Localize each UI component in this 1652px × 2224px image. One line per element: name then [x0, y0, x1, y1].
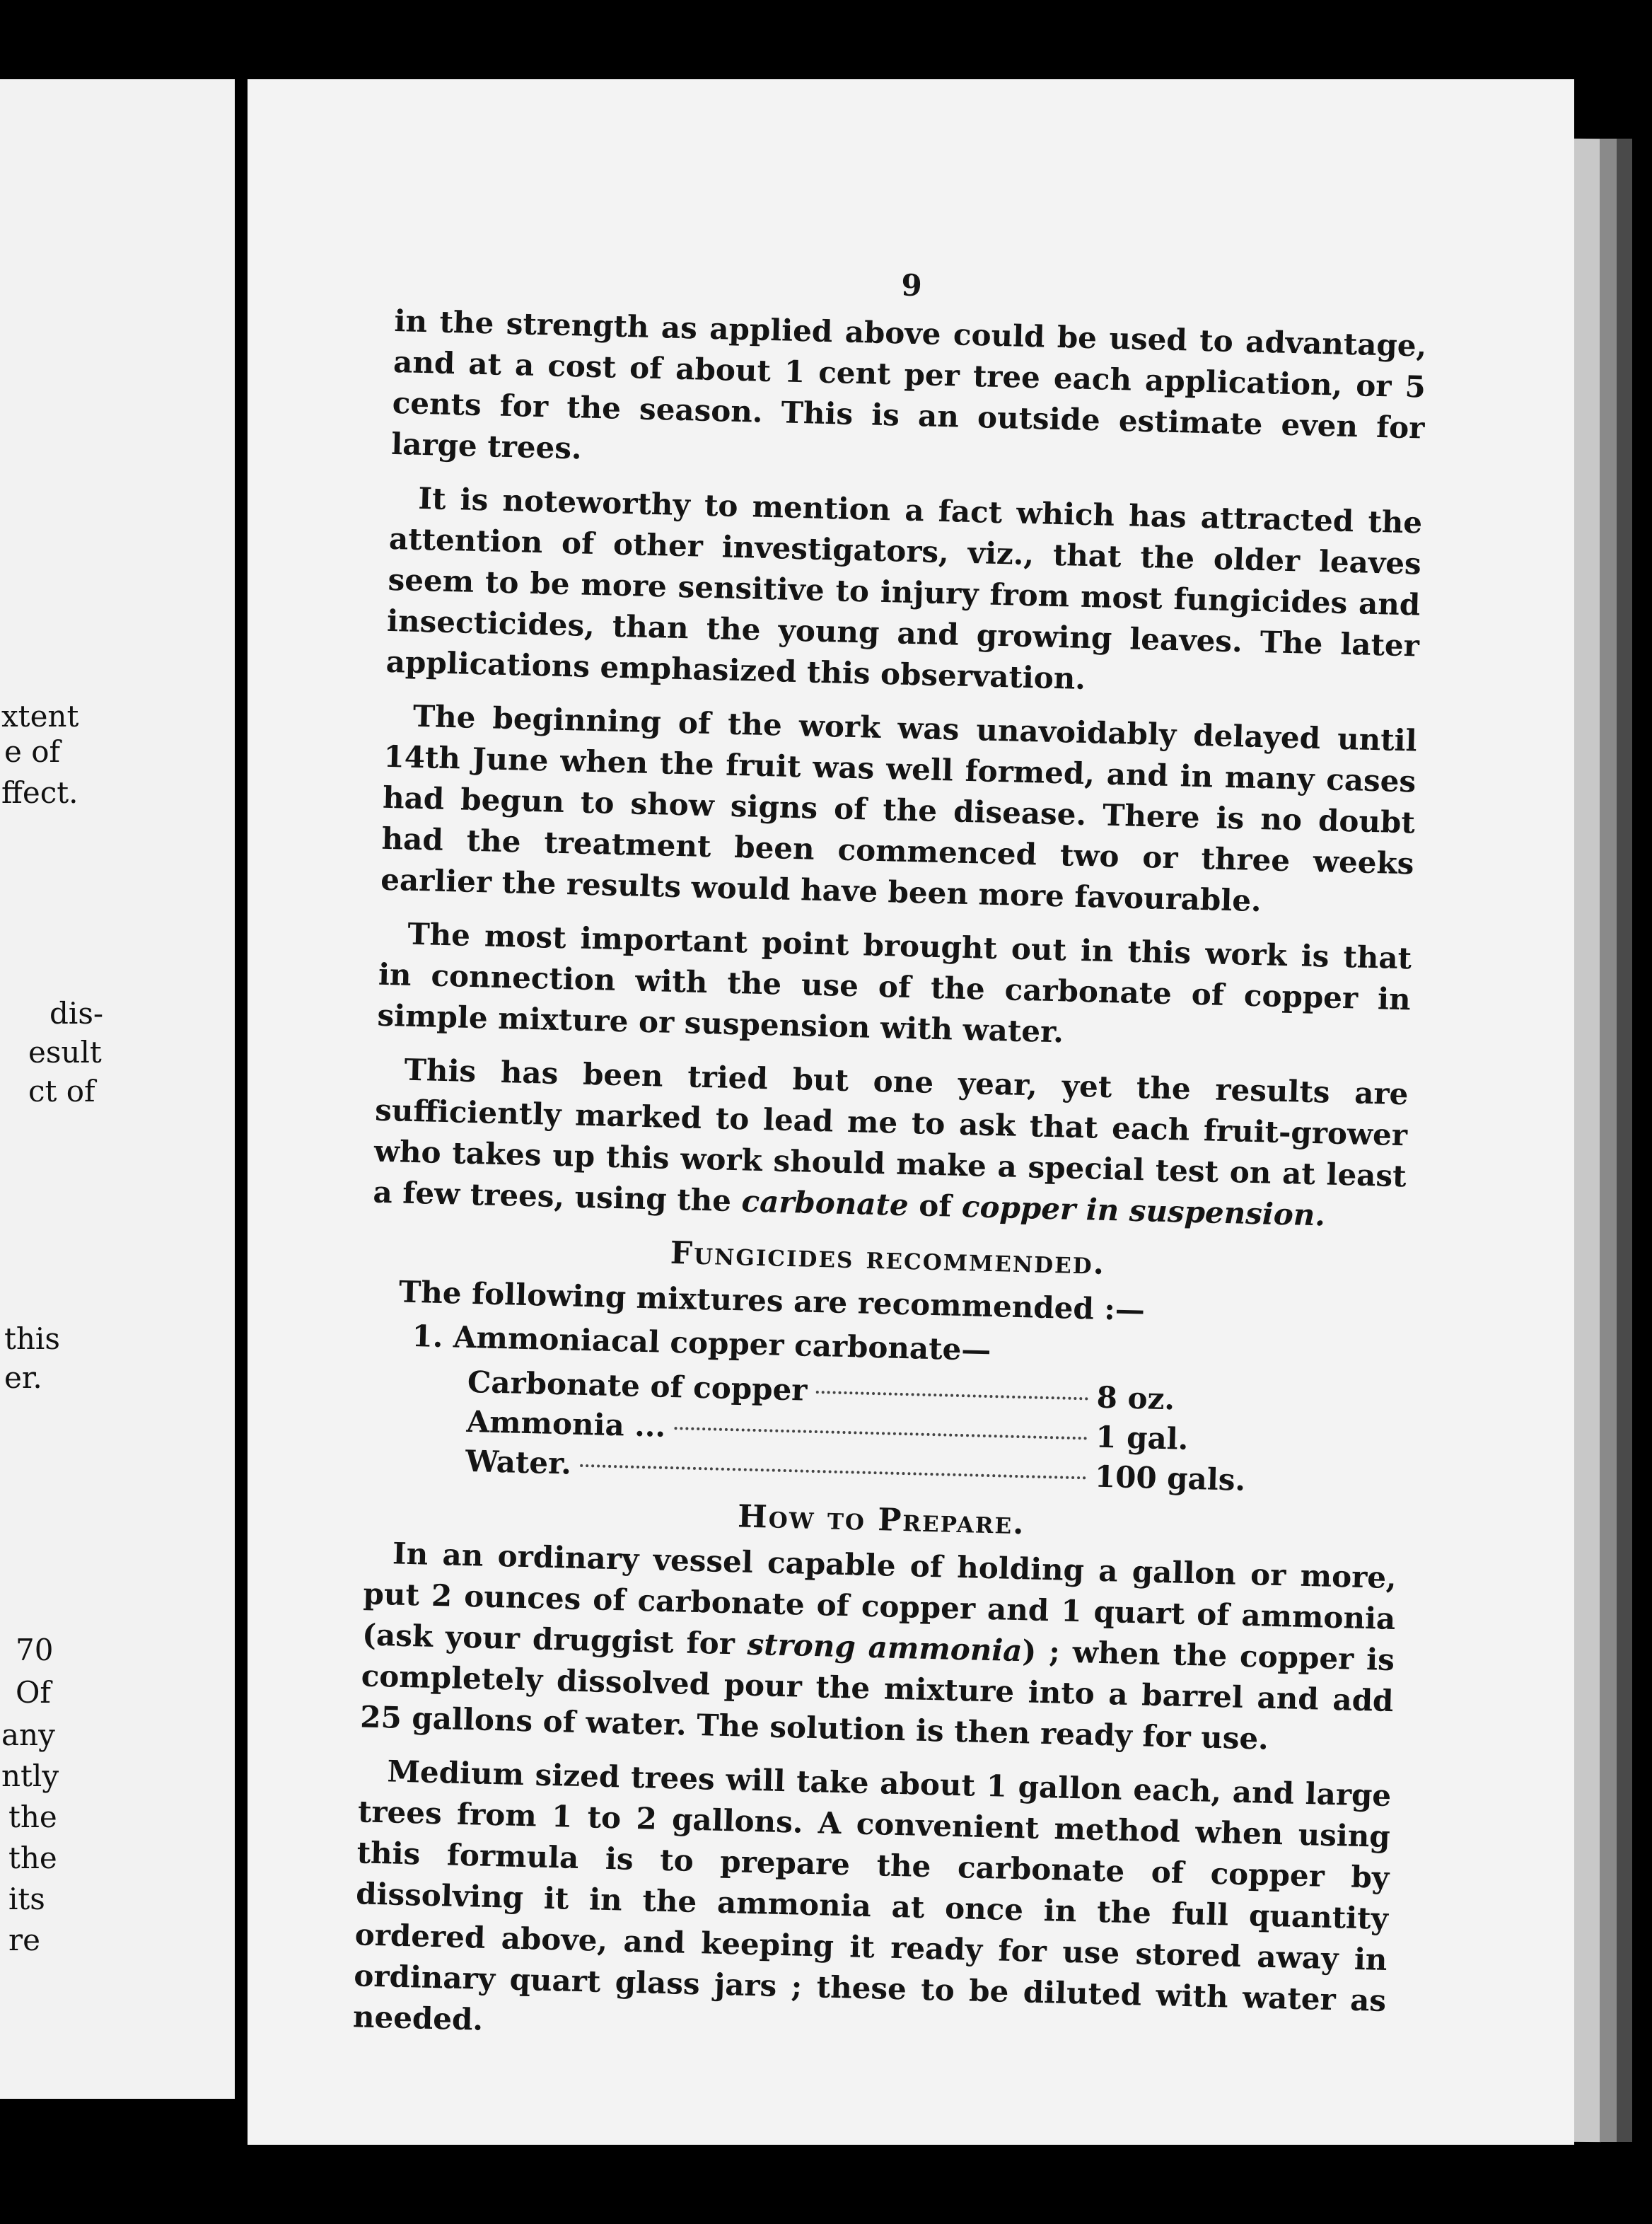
- paragraph-text: of: [918, 1188, 953, 1224]
- paragraph: [360, 1532, 1397, 1763]
- fragment-line: ntly: [1, 1759, 59, 1793]
- paragraph-text: This has been tried but one year, yet the results are sufficiently marked to lead me to ask that each fruit-grower who takes up this work should make a special test on at least a few trees, using the: [372, 1052, 1409, 1218]
- fragment-line: this: [4, 1321, 60, 1356]
- dot-leader: [580, 1464, 1086, 1479]
- section-heading: Fungicides recommended.: [670, 1234, 1106, 1282]
- book-page: [248, 79, 1574, 2145]
- ingredient-label: Carbonate of copper: [467, 1364, 808, 1408]
- paragraph: Medium sized trees will take about 1 gallon each, and large trees from 1 to 2 gallons. A convenient method when using this formula is to prepare the carbonate of copper by dissolving it in the ammonia at once in the full quantity ordered above, and keeping it ready for use stored away in ordinary quart glass jars ; these to be diluted with water as needed.: [352, 1754, 1392, 2037]
- recipe-list: [465, 1362, 1246, 1500]
- paragraph: The beginning of the work was unavoidably delayed until 14th June when the fruit was well formed, and in many cases had begun to show signs of the disease. There is no doubt had the treatment been commenced two or three weeks earlier the results would have been more favourable.: [380, 698, 1418, 919]
- dot-leader: [674, 1427, 1087, 1440]
- ingredient-qty: 100 gals.: [1094, 1459, 1246, 1498]
- fragment-line: dis-: [50, 996, 104, 1031]
- page-stack-edge: [1600, 139, 1618, 2142]
- page-content: [352, 253, 1429, 2075]
- fragment-line: re: [8, 1923, 40, 1957]
- fragment-line: ct of: [28, 1074, 95, 1108]
- paragraph: The most important point brought out in this work is that in connection with the use of the carbonate of copper in simple mixture or suspension with water.: [377, 916, 1412, 1050]
- ingredient-qty: 8 oz.: [1096, 1379, 1175, 1417]
- fragment-line: 70: [16, 1633, 54, 1667]
- ingredient-qty: 1 gal.: [1095, 1419, 1189, 1456]
- fragment-line: any: [1, 1718, 55, 1752]
- fragment-line: the: [8, 1800, 57, 1834]
- fragment-line: its: [8, 1882, 45, 1916]
- fragment-line: Of: [16, 1675, 51, 1710]
- paragraph-text: ) ; when the copper is completely dissolved pour the mixture into a barrel and add 25 gallons of water. The solution is then ready for use.: [359, 1633, 1395, 1756]
- paragraph: It is noteworthy to mention a fact which has attracted the attention of other investigators, viz., that the older leaves seem to be more sensitive to injury from most fungicides and insecticides, than the young and growing leaves. The later applications emphasized this observation.: [385, 480, 1423, 696]
- page-stack-edge: [1574, 139, 1601, 2142]
- ingredient-label: Ammonia ...: [466, 1403, 666, 1444]
- dot-leader: [815, 1391, 1088, 1400]
- paragraph: in the strength as applied above could be used to advantage, and at a cost of about 1 cent per tree each application, or 5 cents for the season. This is an outside estimate even for large trees.: [390, 303, 1427, 466]
- emphasis-text: strong ammonia: [747, 1626, 1023, 1669]
- page-number: 9: [900, 267, 923, 303]
- ingredient-label: Water.: [465, 1443, 572, 1481]
- fragment-line: the: [8, 1841, 57, 1875]
- emphasis-text: carbonate: [741, 1183, 909, 1223]
- page-stack-edge: [1617, 139, 1632, 2142]
- fragment-line: ffect.: [1, 775, 78, 810]
- recipe-title: 1. Ammoniacal copper carbonate—: [411, 1319, 991, 1368]
- section-heading: How to Prepare.: [737, 1498, 1026, 1542]
- fragment-line: esult: [28, 1035, 102, 1070]
- fragment-line: er.: [4, 1360, 42, 1395]
- left-page-edge: [0, 79, 235, 2099]
- emphasis-text: copper in suspension.: [961, 1188, 1326, 1233]
- paragraph: [373, 1049, 1409, 1239]
- fragment-line: e of: [4, 734, 61, 769]
- intro-text: The following mixtures are recommended :—: [398, 1274, 1146, 1328]
- paragraph-text: In an ordinary vessel capable of holding a gallon or more, put 2 ounces of carbonate of copper and 1 quart of ammonia (ask your druggist for: [361, 1536, 1397, 1662]
- fragment-line: xtent: [1, 699, 79, 734]
